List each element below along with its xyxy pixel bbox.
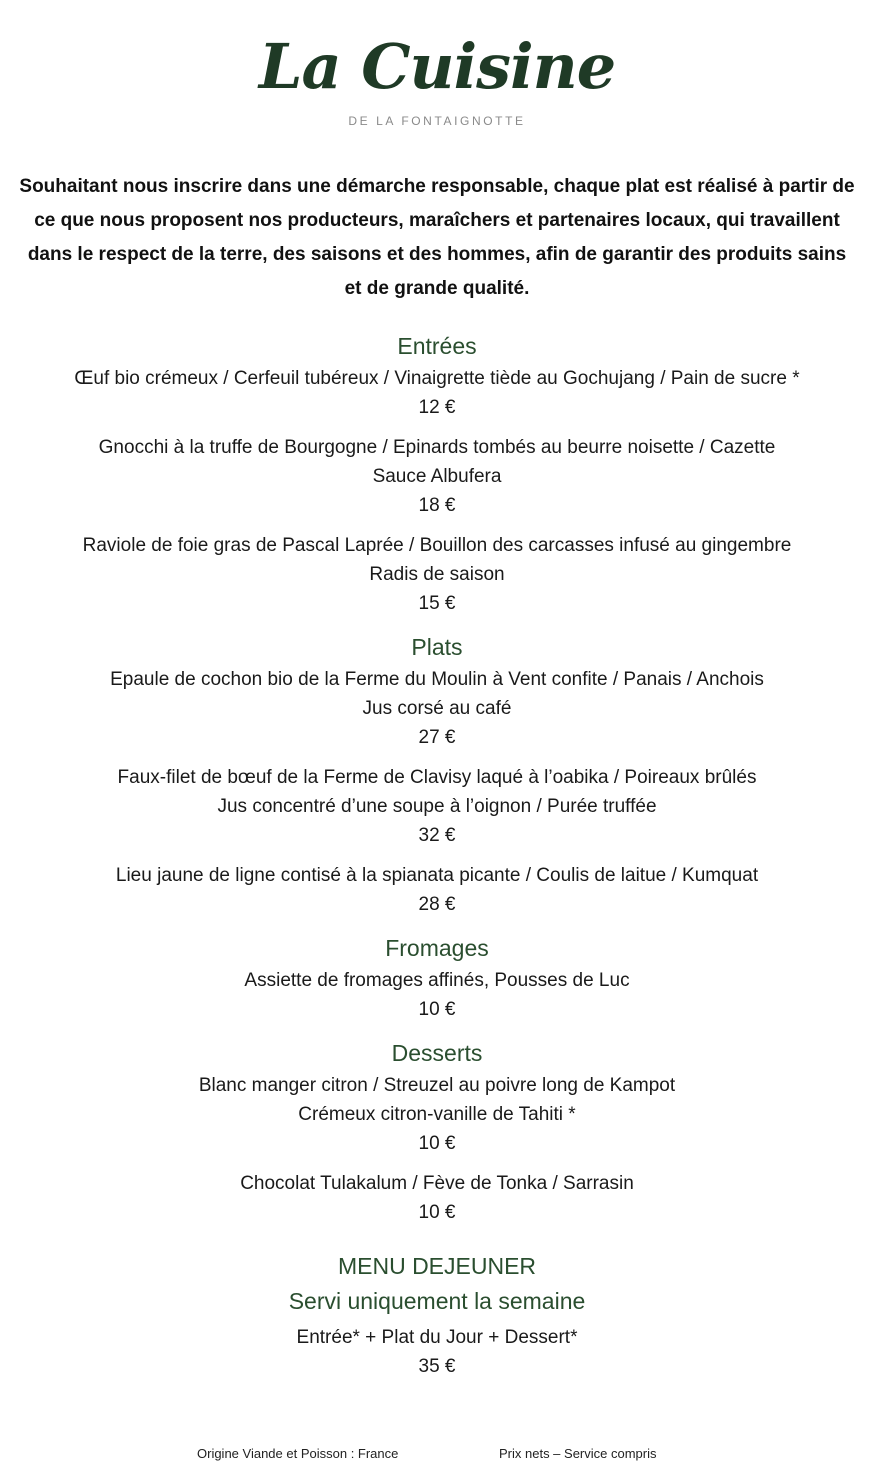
menu-item — [0, 861, 874, 919]
menu-item — [0, 1071, 874, 1158]
dish-description: Lieu jaune de ligne contisé à la spianata picante / Coulis de laitue / Kumquat — [115, 865, 759, 886]
footer-prices: Prix nets – Service compris — [499, 1446, 657, 1461]
lunch-menu — [0, 1249, 874, 1381]
dish-price: 28 € — [418, 894, 456, 915]
menu-item — [0, 531, 874, 618]
lunch-title: MENU DEJEUNER — [337, 1253, 537, 1279]
dish-price: 10 € — [418, 1202, 456, 1223]
menu-section — [0, 328, 874, 618]
menu-section — [0, 629, 874, 919]
section-title: Desserts — [391, 1040, 483, 1066]
dish-description: Jus corsé au café — [362, 698, 512, 719]
logo-subtitle: DE LA FONTAIGNOTTE — [348, 114, 526, 128]
menu — [0, 328, 874, 1392]
dish-description: Jus concentré d’une soupe à l’oignon / Purée truffée — [217, 796, 657, 817]
lunch-formula: Entrée* + Plat du Jour + Dessert* — [296, 1327, 578, 1348]
logo-script: La Cuisine — [258, 30, 616, 103]
dish-price: 10 € — [418, 1133, 456, 1154]
menu-section — [0, 930, 874, 1024]
lunch-item — [0, 1323, 874, 1381]
dish-description: Radis de saison — [369, 564, 505, 585]
dish-description: Assiette de fromages affinés, Pousses de Luc — [244, 970, 630, 991]
dish-price: 12 € — [418, 397, 456, 418]
menu-section — [0, 1035, 874, 1227]
dish-price: 27 € — [418, 727, 456, 748]
menu-item — [0, 364, 874, 422]
dish-description: Œuf bio crémeux / Cerfeuil tubéreux / Vinaigrette tiède au Gochujang / Pain de sucre * — [74, 368, 800, 389]
dish-description: Crémeux citron-vanille de Tahiti * — [298, 1104, 576, 1125]
dish-price: 32 € — [418, 825, 456, 846]
section-title: Fromages — [385, 935, 489, 961]
section-title: Plats — [411, 634, 463, 660]
dish-description: Raviole de foie gras de Pascal Laprée / Bouillon des carcasses infusé au gingembre — [82, 535, 792, 556]
intro-text: Souhaitant nous inscrire dans une démarche responsable, chaque plat est réalisé à partir de ce que nous proposent nos producteurs, maraîchers et partenaires locaux, qui travaillent dans le respect de la terre, des saisons et des hommes, afin de garantir des produits sains et de grande qualité. — [19, 176, 855, 299]
lunch-price: 35 € — [418, 1356, 456, 1377]
dish-description: Chocolat Tulakalum / Fève de Tonka / Sarrasin — [240, 1173, 634, 1194]
footer-origin: Origine Viande et Poisson : France — [197, 1446, 399, 1461]
dish-description: Gnocchi à la truffe de Bourgogne / Epinards tombés au beurre noisette / Cazette — [98, 437, 776, 458]
dish-description: Epaule de cochon bio de la Ferme du Moulin à Vent confite / Panais / Anchois — [110, 669, 764, 690]
menu-item — [0, 966, 874, 1024]
dish-description: Sauce Albufera — [372, 466, 502, 487]
dish-price: 18 € — [418, 495, 456, 516]
logo — [0, 22, 874, 128]
dish-description: Faux-filet de bœuf de la Ferme de Clavisy laqué à l’oabika / Poireaux brûlés — [117, 767, 757, 788]
menu-item — [0, 665, 874, 752]
dish-price: 15 € — [418, 593, 456, 614]
menu-item — [0, 763, 874, 850]
menu-item — [0, 1169, 874, 1227]
dish-description: Blanc manger citron / Streuzel au poivre long de Kampot — [198, 1075, 676, 1096]
dish-price: 10 € — [418, 999, 456, 1020]
lunch-subtitle: Servi uniquement la semaine — [288, 1288, 586, 1314]
menu-item — [0, 433, 874, 520]
section-title: Entrées — [397, 333, 477, 359]
